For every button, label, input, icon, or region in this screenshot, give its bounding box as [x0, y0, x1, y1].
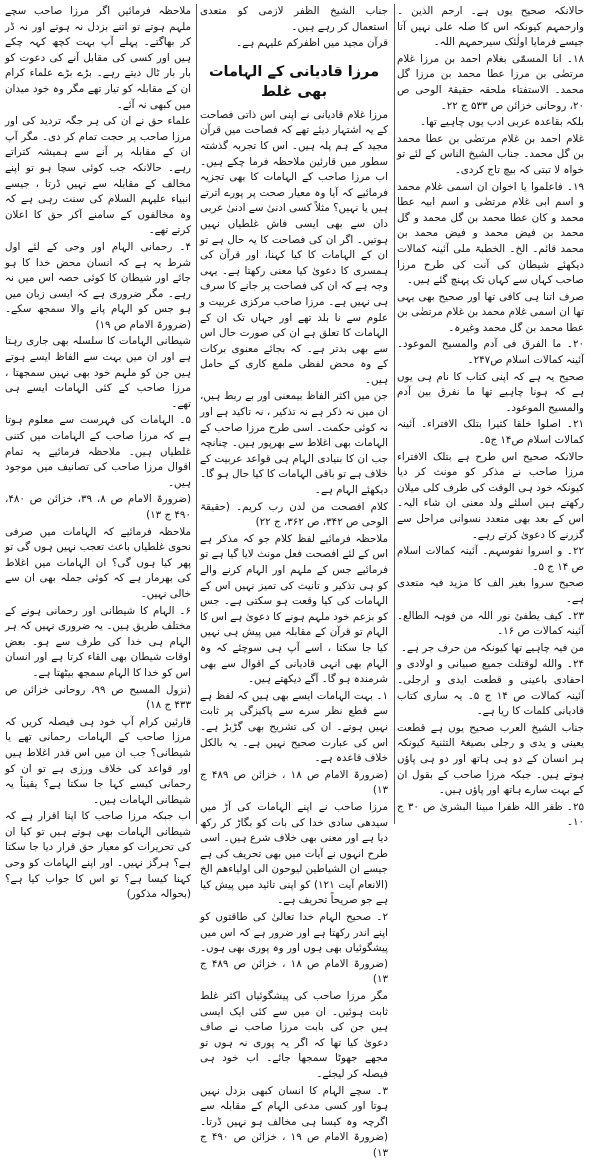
paragraph: علماء حق نے ان کی ہر جگہ تردید کی اور مرزا صاحب پر حجت تمام کر دی۔ مگر آپ ان کے مقابلہ پر آنے سے ہمیشہ کتراتے رہے۔ حالانکہ جب کوئی سچا ہو تو اپنے مخالف کے مقابلہ سے نہیں ڈرتا ، جیسے انبیاء علیہم السلام کی سنت رہی ہے کہ وہ مخالفوں کے سامنے آکر حق کا اعلان کرتے تھے۔: [5, 115, 191, 237]
paragraph: صحیح یہ ہے کہ اپنی کتاب کا نام ہی یوں ہے کہ ہونا چاہیے تھا ما نفرق بین آدم والمسیح الموعود۔: [397, 370, 584, 414]
paragraph: ۲۴۔ والله لوقتلت جمیع صبیانی و اولادی و احفادی باعینی و قطعت ایدی و ارجلی۔ آئینہ کمالات ص ۱۴ ج ۵۔ یہ ساری کتاب قادیانی کلمات کا ریا ہے۔: [397, 658, 584, 718]
paragraph: غلام احمد بن غلام مرتضٰی بن عطا محمد بن گل محمد۔ جناب الشیخ الناس کے لئے تو خواہ لا تبتی کہ بیچ تاج کردی۔: [397, 132, 584, 176]
section-heading: مرزا قادیانی کے الہامات بھی غلط: [208, 63, 380, 100]
paragraph: بلکہ بقاعدہ عربی ادب یوں چاہیے تھا۔: [419, 116, 584, 129]
paragraph: شیطانی الہامات کا سلسلہ بھی جاری رہتا ہے اور ان میں بہت سے الفاظ ایسے ہوتے ہیں جن کو ملہم خود بھی نہیں سمجھتا ، مرزا صاحب کے کئی الہامات ایسے ہی تھے۔: [5, 335, 191, 410]
paragraph: ۵۔ الہامات کی فہرست سے معلوم ہوتا ہے کہ مرزا صاحب کے الہامات میں کتنی غلطیاں ہیں۔ ملاحظہ فرمائیے یہ تمام اقوال مرزا صاحب کی تصانیف میں موجود ہیں۔: [5, 414, 191, 489]
paragraph: ۲۳۔ کیف یطفئ نور اللہ من فوہہ الطالع۔ آئینہ کمالات ص ۱۶۔: [397, 609, 584, 638]
paragraph: ۶۔ الہام کا شیطانی اور رحمانی ہونے کے مختلف طریق ہیں۔ یہ ضروری نہیں کہ ہر الہام ہی خدا کی طرف سے ہو۔ بعض اوقات شیطان بھی القاء کرتا ہے اور انسان اس کو خدا کا الہام سمجھ بیٹھتا ہے۔: [5, 604, 191, 679]
column-middle: [198, 4, 391, 1159]
paragraph: حالانکہ صحیح اس طرح ہے بتلک الافتراء مرزا صاحب نے مذکر کو مونث کر دیا کیونکہ خود ہی الوقت کی طرف کلی میلان رکھتے ہیں اسلئے ولد معنی ان شاء الیہ۔ اس کے بعد بھی متعدد نسوانی مراحل سے گزرنے کا دعویٰ کرتے رہے۔: [397, 450, 584, 541]
paragraph: جناب الشیخ الظفر لازمی کو متعدی استعمال کر رہے ہیں۔: [200, 5, 388, 33]
paragraph: ۳۔ سچے الہام کا انسان کبھی بزدل نہیں ہوتا اور کسی مدعی الہام کے مقابلہ سے اگرچہ وہ کیسا ہی مخالف ہو نہیں ڈرتا۔ (ضرورۃ الامام ص ۱۹ ، خزائن ص ۴۹۰ ج ۱۳): [200, 1084, 388, 1159]
paragraph: مرزا صاحب نے اپنے الہامات کی آڑ میں سیدھی سادی خدا کی بات کو بگاڑ کر رکھ دیا ہے اور معنی بھی خلاف شرع ہیں۔ اسی طرح انہوں نے آیات میں بھی تحریف کی ہے جیسے ان الشیاطین لیوحون الی اولیاءھم الخ (الانعام آیت ۱۲۱) کو اپنی تائید میں پیش کیا ہے جو صریحاً تحریف ہے۔: [200, 800, 388, 907]
paragraph: ۴۔ رحمانی الہام اور وحی کے لئے اول شرط یہ ہے کہ انسان محض خدا کا ہو جائے اور شیطان کا کوئی حصہ اس میں نہ رہے۔ مگر ضروری ہے کہ ایسی زبان میں ہو جس کو الہام پانے والا سمجھ سکے۔ (ضرورۃ الامام ص ۱۹): [5, 240, 191, 331]
paragraph: ۱۸۔ انا المسمّٰی بغلام احمد بن مرزا غلام مرتضٰی بن مرزا عطا محمد بن مرزا گل محمد۔ الاستفتاء ملحقہ حقیقۃ الوحی ص ۲۰، روحانی خزائن ص ۵۳۳ ج ۲۲۔: [397, 52, 584, 112]
paragraph: من فیہ چاہیے تھا کیونکہ من حرف جر ہے۔: [400, 641, 584, 654]
paragraph: ۲۱۔ اصلوا خلقا کثیرا بتلک الافتراء۔ آئینہ کمالات اسلام ص۱۴ ج۵۔: [397, 418, 584, 447]
column-left: [3, 4, 194, 901]
paragraph: قارئین کرام آپ خود ہی فیصلہ کریں کہ مرزا صاحب کے الہامات رحمانی تھے یا شیطانی؟ جب ان میں اس قدر اغلاط ہیں اور قواعد کی خلاف ورزی ہے تو ان کو رحمانی کیسے کہا جا سکتا ہے؟ یقیناً یہ شیطانی الہامات ہیں۔: [5, 715, 191, 806]
paragraph: ملاحظہ فرمائیے کہ الہامات میں صرفی نحوی غلطیاں باعث تعجب نہیں ہوں گی تو پھر کیا ہوں گی؟ ان الہامات میں اغلاط کی بھرمار ہے کہ کوئی جملہ بھی ان سے خالی نہیں۔: [5, 525, 191, 600]
paragraph: (ضرورۃ الامام ص ۸، ۳۹، خزائن ص ۴۸۰، ۴۹۰ ج ۱۳): [5, 493, 191, 521]
paragraph: جناب الشیخ العرب صحیح یوں ہے قطعت یعینی و یدی و رجلی بصیغۃ التثنیۃ کیونکہ ہر انسان کے دو ہی ہاتھ اور دو ہی پاؤں ہوتے ہیں۔ جبکہ مرزا صاحب کے بقول ان کے بہت سارے ہاتھ اور پاؤں ہیں۔: [397, 721, 584, 797]
paragraph: مگر مرزا صاحب کی پیشگوئیاں اکثر غلط ثابت ہوئیں۔ ان میں سے کئی ایک ایسی ہیں جن کی بابت مرزا صاحب نے صاف دعویٰ کیا تھا کہ اگر یہ پوری نہ ہوں تو مجھے جھوٹا سمجھا جائے۔ اب خود ہی فیصلہ کر لیجئے۔: [200, 990, 388, 1080]
paragraph: ۲۔ صحیح الہام خدا تعالیٰ کی طاقتوں کو اپنے اندر رکھتا ہے اور ضرور ہے کہ اس میں پیشگوئیاں بھی ہوں اور وہ پوری بھی ہوں۔ (ضرورۃ الامام ص ۱۸ ، خزائن ص ۴۸۹ ج ۱۳): [200, 911, 388, 986]
paragraph: صرف اتنا ہی کافی تھا اور صحیح بھی یہی تھا ان اسمی غلام محمد بن غلام مرتضٰی بن عطا محمد بن گل محمد وغیرہ۔: [397, 290, 584, 334]
paragraph: (ضرورۃ الامام ص ۱۸ ، خزائن ص ۴۸۹ ج ۱۳): [200, 768, 388, 797]
paragraph: جن میں اکثر الفاظ بیمعنی اور بے ربط ہیں، ان میں نہ ذکر ہے نہ تذکیر ، نہ تاکید ہے اور نہ کوئی حکمت۔ اسی طرح مرزا صاحب کے الہامات بھی اغلاط سے بھرپور ہیں۔ چنانچہ جب ان کا بنیادی الہام ہی قواعد عربیت کے خلاف ہے تو باقی الہامات کا کیا حال ہو گا۔ دیکھئے الہام ہے۔: [200, 390, 388, 497]
column-divider: [196, 4, 197, 824]
paragraph: (نزول المسیح ص ۹۹، روحانی خزائن ص ۴۳۳ ج ۱۸): [5, 683, 191, 712]
paragraph: ۱۔ بہت الہامات ایسے بھی ہیں کہ لفظ ہے سے قطع نظر سرے سے پاکیزگی پر ثابت نہیں ہوتے۔ ان کی تشریح بھی گڑبڑ ہے۔ اس کی عبارت صحیح نہیں ہے۔ یہ بالکل خلاف قاعدہ ہے۔: [200, 689, 388, 765]
paragraph: ۱۹۔ فاعلموا یا اخوان ان اسمی غلام محمد و اسم ابی غلام مرتضٰی و اسم ابیہ عطا محمد و کان عطا محمد بن گل محمد و گل محمد بن فیض محمد و فیض محمد بن محمد قائم۔ الخ۔ الخطبۃ ملی آئینہ کمالات دیکھئے شیطان کی آنت کی طرح مرزا صاحب کہاں سے کہاں تک پہنچ گئے ہیں۔: [397, 180, 584, 287]
column-right: [395, 4, 587, 829]
paragraph: مرزا غلام قادیانی نے اپنی اس ذاتی فصاحت کے یہ اشتہار دیئے تھے کہ فصاحت میں قرآن مجید کے ہم پلہ ہیں۔ اس کا تجربہ گذشتہ سطور میں قارئین ملاحظہ فرما چکے ہیں۔ اب مرزا صاحب کے الہامات کا بھی تجزیہ فرمائیے کہ آیا وہ معیار صحت پر پورے اترتے ہیں یا نہیں؟ مثلاً کسی ادنیٰ سے ادنیٰ عربی دان سے بھی ایسی فاش غلطیاں نہیں ہوتیں۔ اگر ان کی فصاحت کا یہ حال ہے تو ان کے الہامات کا کیا کہنا، اور قرآن کی ہمسری کا دعویٰ کیا معنی رکھتا ہے۔ یہی وجہ ہے کہ ان کی فصاحت پر جانے کا سرف ہی نہیں ہے۔ مرزا صاحب مرکزی عربیت و علوم سے نا بلد تھے اور جہاں تک ان کے الہامات کا تعلق ہے ان کی صورت حال اس سے بھی بدتر ہے۔ کہ بجائے معنوی برکات کے وہ محض لفظی ملمع کاری کے حامل ہیں۔: [200, 108, 388, 386]
paragraph: قرآن مجید میں اظفرکم علیہم ہے۔: [236, 37, 388, 50]
paragraph: کلام افصحت من لدن رب کریم۔ (حقیقۃ الوحی ص ۳۴۲، ص ۳۶۲، ج ۲۲): [200, 500, 388, 529]
paragraph: ۲۰۔ ما الفرق فی آدم والمسیح الموعود۔ آئینہ کمالات اسلام ص۲۴۷۔: [397, 338, 584, 367]
paragraph: ۲۵۔ ظفر اللہ ظفرا مبینا البشریٰ ص ۳۰ ج ۱۰۔: [397, 800, 585, 829]
paragraph: اب جبکہ مرزا صاحب کا اپنا اقرار ہے کہ شیطانی الہامات بھی ہوتے ہیں تو کیا ان کی تحریرات کو معیار حق قرار دیا جا سکتا ہے؟ ہرگز نہیں۔ اور اپنے الہامات کو وحی کہنا کیسا ہے؟ تو اس کا جواب کیا ہے؟ (بحوالہ مذکور): [5, 810, 191, 901]
paragraph: ملاحظہ فرمائیے لفظ کلام جو کہ مذکر ہے اس کے لئے افصحت فعل مونث لایا گیا ہے تو فرمائیے جس کے ملہم اور الہام کرنے والے کو ہی تذکیر و تانیث کی تمیز نہیں اس کے الہامات کی کیا وقعت ہو سکتی ہے۔ جس کو بزعم خود ملہم ہونے کا دعویٰ ہے اس کا الہام تو قرآن کے مقابلہ میں پیش ہی نہیں کیا جا سکتا ، اسے آپ ہی سوچئے کہ وہ الہام بھی انہی قادیانی کے اقوال سے بھی شرمندہ ہو گا۔ آگے دیکھتے ہیں۔: [200, 532, 388, 686]
paragraph: حالانکہ صحیح یوں ہے۔ ارحم الذین ۔ وارحمہم کیونکہ اس کا صلہ علی نہیں آتا جیسے فرمایا اولٰئک سیرحمہم اللہ۔: [397, 5, 584, 49]
paragraph: ملاحظہ فرمائیں اگر مرزا صاحب سچے ملہم ہوتے تو اتنے بزدل نہ ہوتے اور نہ ڈر کر بھاگتے۔ پہلے آپ بہت کچھ کہہ چکے ہیں اور کسی کی مقابل آنے کی دعوت کو بار بار ٹال دیتے رہے۔ بڑے بڑے علماء کرام ان کے مقابلہ کو تیار تھے مگر وہ خود میدان میں کبھی نہ آئے۔: [5, 5, 191, 111]
paragraph: صحیح سروا بغیر الف کا مزید فیہ متعدی ہے۔: [397, 577, 584, 605]
paragraph: ۲۲۔ و اسروا نفوسہم۔ آئینہ کمالات اسلام ص ۱۴ ج ۵۔: [397, 545, 584, 573]
